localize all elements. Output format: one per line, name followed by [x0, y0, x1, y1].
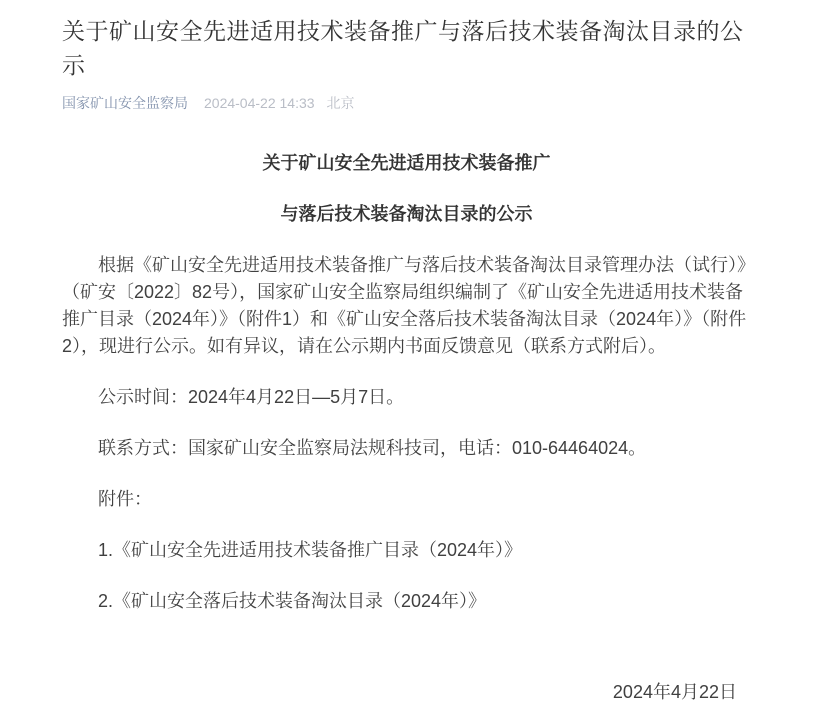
attachments-label: 附件：	[98, 489, 152, 509]
document-heading-line1: 关于矿山安全先进适用技术装备推广	[262, 153, 551, 173]
notice-period-line: 公示时间：2024年4月22日—5月7日。	[98, 387, 405, 407]
attachment-item-1: 1.《矿山安全先进适用技术装备推广目录（2024年）》	[98, 540, 523, 560]
publish-location: 北京	[326, 95, 355, 111]
main-paragraph: 根据《矿山安全先进适用技术装备推广与落后技术装备淘汰目录管理办法（试行）》（矿安〔2022〕82号），国家矿山安全监察局组织编制了《矿山安全先进适用技术装备推广目录（2024年）》（附件1）和《矿山安全落后技术装备淘汰目录（2024年）》（附件2），现进行公示。如有异议，请在公示期内书面反馈意见（联系方式附后）。	[62, 255, 747, 356]
publish-timestamp: 2024-04-22 14:33	[204, 95, 315, 111]
article-body	[62, 150, 751, 706]
document-heading-line2: 与落后技术装备淘汰目录的公示	[280, 204, 533, 224]
page-title: 关于矿山安全先进适用技术装备推广与落后技术装备淘汰目录的公示	[62, 18, 744, 78]
byline	[62, 93, 751, 113]
publisher-source-link[interactable]: 国家矿山安全监察局	[62, 95, 188, 111]
attachment-item-2: 2.《矿山安全落后技术装备淘汰目录（2024年）》	[98, 591, 487, 611]
sign-date: 2024年4月22日	[612, 682, 737, 702]
contact-info-line: 联系方式：国家矿山安全监察局法规科技司，电话：010-64464024。	[98, 438, 647, 458]
